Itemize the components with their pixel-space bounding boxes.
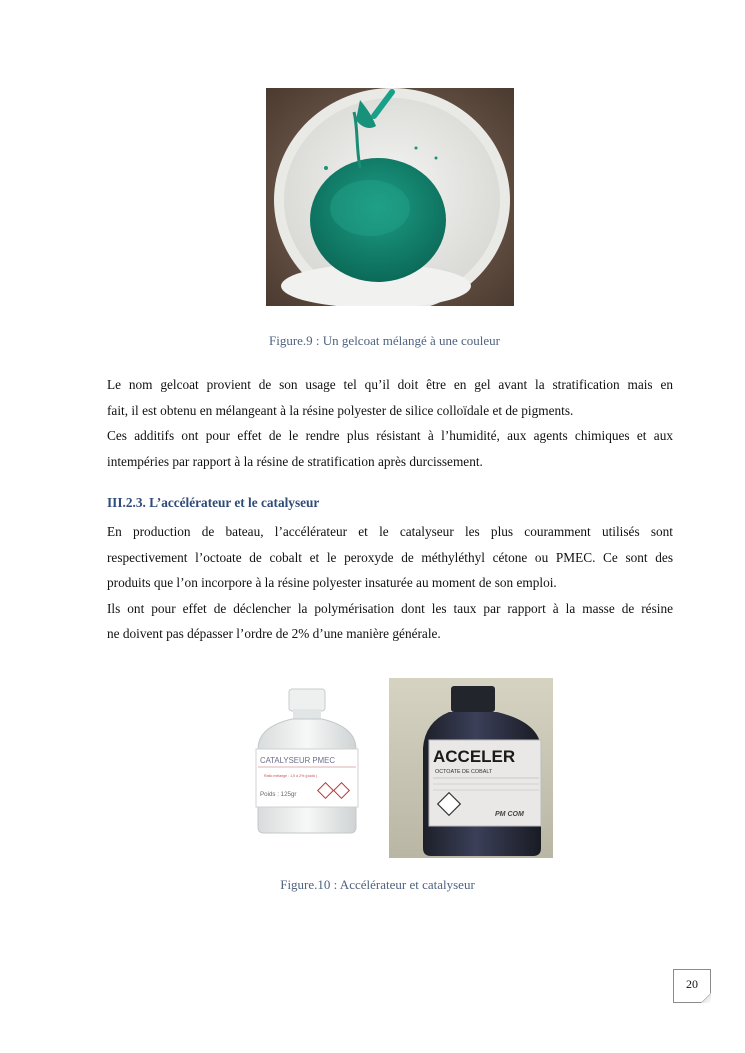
text-line: intempéries par rapport à la résine de stratification après durcissement. xyxy=(107,453,483,469)
figure10-caption: Figure.10 : Accélérateur et catalyseur xyxy=(280,877,475,892)
accelerator-brand: PM COM xyxy=(495,811,524,818)
page-number-box xyxy=(673,969,711,1003)
text-line: produits que l’on incorpore à la résine polyester insaturée au moment de son emploi. xyxy=(107,575,557,590)
text-line: Le nom gelcoat provient de son usage tel qu’il doit être en gel avant la stratification mais en xyxy=(107,377,673,392)
paragraph-additives xyxy=(107,423,673,474)
catalyst-bottle-image xyxy=(252,687,362,835)
accelerator-bottle-image xyxy=(389,678,553,858)
catalyst-label-title: CATALYSEUR PMEC xyxy=(260,756,335,765)
text-line: En production de bateau, l’accélérateur et le catalyseur les plus couramment utilisés sont xyxy=(107,524,673,539)
accelerator-label-title: ACCELER xyxy=(433,747,516,766)
gelcoat-bucket-illustration xyxy=(266,88,514,306)
page-fold-icon xyxy=(701,993,711,1003)
catalyst-bottle-illustration xyxy=(252,687,362,835)
catalyst-label-ratio: Ratio mélange : 1,5 à 2% (poids ) xyxy=(264,774,318,778)
paragraph-gelcoat-origin xyxy=(107,372,673,423)
page-number: 20 xyxy=(686,977,698,991)
text-line: Ces additifs ont pour effet de le rendre plus résistant à l’humidité, aux agents chimiques et aux xyxy=(107,428,673,443)
paragraph-accelerator-catalyst xyxy=(107,519,673,647)
text-line: fait, il est obtenu en mélangeant à la résine polyester de silice colloïdale et de pigments. xyxy=(107,402,574,418)
gelcoat-bucket-image xyxy=(266,88,514,306)
accelerator-label-subtitle: OCTOATE DE COBALT xyxy=(435,769,493,775)
accelerator-bottle-illustration xyxy=(389,678,553,858)
section-heading: III.2.3. L’accélérateur et le catalyseur xyxy=(107,495,320,510)
catalyst-label-weight: Poids : 125gr xyxy=(260,791,297,798)
text-line: Ils ont pour effet de déclencher la polymérisation dont les taux par rapport à la masse de résine xyxy=(107,600,673,616)
text-line: ne doivent pas dépasser l’ordre de 2% d’une manière générale. xyxy=(107,626,441,641)
figure9-caption: Figure.9 : Un gelcoat mélangé à une couleur xyxy=(268,333,501,348)
text-line: respectivement l’octoate de cobalt et le peroxyde de méthyléthyl cétone ou PMEC. Ce sont des xyxy=(107,549,673,565)
